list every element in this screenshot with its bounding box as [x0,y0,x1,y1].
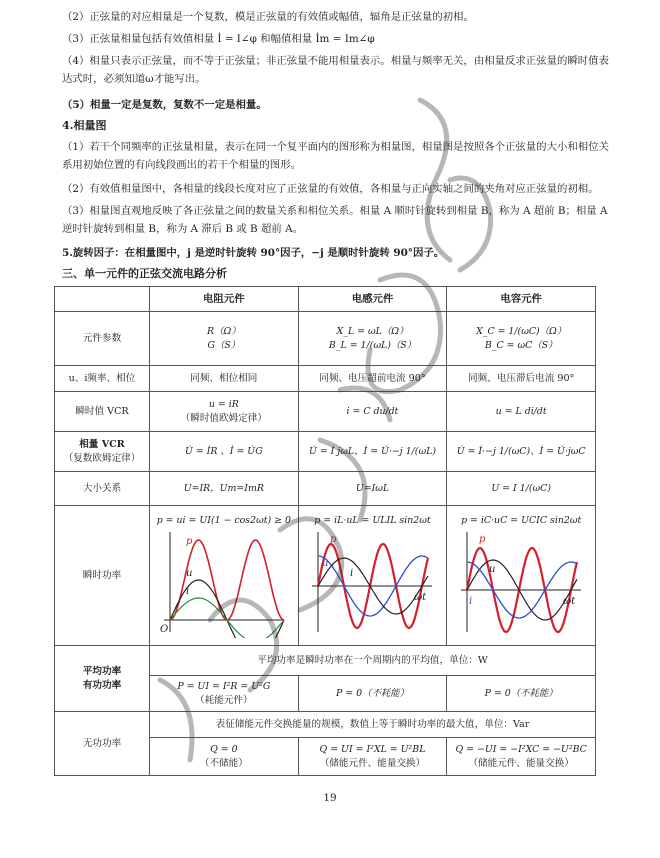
react-c-formula: Q = −UI = −I²XC = −U²BC [455,743,587,755]
cell-react-r [150,738,299,776]
cell-react-c [447,738,596,776]
cell-freq-l: 同频、电压超前电流 90° [298,366,447,392]
react-l-formula: Q = UI = I²XL = U²BL [319,743,426,755]
resistor-power-waveform [156,528,292,638]
row-label-reactive-power: 无功功率 [55,712,150,776]
row-label-avg-power [55,646,150,712]
capacitor-p-label: p [479,533,486,545]
phasor-point-3: （3）相量图直观地反映了各正弦量之间的数量关系和相位关系。相量 A 顺时针旋转到相量 B，称为 A 超前 B；相量 A 逆时针旋转到相量 B，称为 A 滞后 B 或 B 超前 A。 [62,205,608,235]
cell-reactive-desc: 表征储能元件交换能量的规模，数值上等于瞬时功率的最大值，单位：Var [150,712,596,738]
section-title: 三、单一元件的正弦交流电路分析 [62,267,227,280]
paragraph-4: （4）相量只表示正弦量，而不等于正弦量；非正弦量不能用相量表示。相量与频率无关，由相量反求正弦量的瞬时值表达式时，必须知道ω才能写出。 [62,55,609,85]
cell-freq-r: 同频、相位相同 [150,366,299,392]
inductor-i-label: i [350,567,354,579]
capacitive-susceptance: B_C = ωC（S） [484,339,558,351]
phasor-vcr-label: 相量 VCR [79,438,125,450]
cell-mag-l: U=IωL [298,472,447,506]
cell-avg-c: P = 0（不耗能） [447,676,596,712]
header-inductor: 电感元件 [298,287,447,312]
react-r-formula: Q = 0 [210,743,238,755]
inductor-u-label: u [322,557,329,569]
resistance-formula: R（Ω） [207,325,241,337]
cell-vcr-c: u = L di/dt [447,392,596,432]
table-row-param [55,312,596,366]
table-row-freq [55,366,596,392]
vcr-r-note: （瞬时值欧姆定律） [180,412,267,424]
table-row-reactive-desc [55,712,596,738]
table-header-row [55,287,596,312]
capacitor-power-waveform [453,528,589,638]
inductor-p-label: p [330,533,337,545]
inductor-power-waveform [304,528,440,638]
row-label-instant-power: 瞬时功率 [55,506,150,646]
avg-r-formula: P = UI = I²R = U²G [177,680,271,692]
phasor-point-2: （2）有效值相量图中，各相量的线段长度对应了正弦量的有效值，各相量与正向实轴之间的夹角对应正弦量的初相。 [62,183,599,195]
rotation-factor: 5.旋转因子：在相量图中，j 是逆时针旋转 90°因子，−j 是顺时针旋转 90°因子。 [62,247,445,259]
cell-param-c [447,312,596,366]
heading-phasor-diagram: 4.相量图 [62,119,107,132]
cell-freq-c: 同频、电压滞后电流 90° [447,366,596,392]
table-row-instant-power [55,506,596,646]
inst-power-c: p = iC·uC = UCIC sin2ωt [461,514,582,526]
capacitor-u-label: u [489,563,496,575]
active-power-label: 有功功率 [82,679,122,691]
row-label-vcr: 瞬时值 VCR [55,392,150,432]
capacitor-i-label: i [469,595,473,607]
element-comparison-table [54,286,596,776]
cell-avg-r [150,676,299,712]
conductance-formula: G（S） [207,339,241,351]
row-label-phasor-vcr [55,432,150,472]
cell-pvcr-l: U̇ = İ jωL、İ = U̇·−j 1/(ωL) [298,432,447,472]
cell-param-l [298,312,447,366]
resistor-p-curve [170,540,284,620]
phasor-point-1: （1）若干个同频率的正弦量相量，表示在同一个复平面内的图形称为相量图，相量图是按照各个正弦量的大小和相位关系用初始位置的有向线段画出的若干个相量的图形。 [62,141,609,171]
paragraph-2: （2）正弦量的对应相量是一个复数，模是正弦量的有效值或幅值，辐角是正弦量的初相。 [62,11,474,23]
resistor-i-curve [170,598,284,638]
header-resistor: 电阻元件 [150,287,299,312]
row-label-freq: u、i频率、相位 [55,366,150,392]
inductive-susceptance: B_L = 1/(ωL)（S） [328,339,417,351]
cell-inst-c [447,506,596,646]
inst-power-r: p = ui = UI(1 − cos2ωt) ≥ 0 [156,514,291,526]
inst-power-l: p = iL·uL = ULIL sin2ωt [314,514,431,526]
cell-avg-desc: 平均功率是瞬时功率在一个周期内的平均值，单位：W [150,646,596,676]
cell-vcr-r [150,392,299,432]
resistor-u-label: u [185,567,193,579]
phasor-vcr-sublabel: （复数欧姆定律） [63,452,141,464]
cell-mag-c: U = I 1/(ωC) [447,472,596,506]
cell-mag-r: U=IR，Um=ImR [150,472,299,506]
cell-react-l [298,738,447,776]
header-capacitor: 电容元件 [447,287,596,312]
table-row-avg-desc [55,646,596,676]
cell-pvcr-r: U̇ = İR 、İ = U̇G [150,432,299,472]
cell-inst-l [298,506,447,646]
cell-param-r [150,312,299,366]
cell-inst-r [150,506,299,646]
react-r-note: （不储能） [199,757,248,769]
resistor-i-label: i [185,585,190,597]
table-row-phasor-vcr [55,432,596,472]
cell-vcr-l: i = C du/dt [298,392,447,432]
avg-r-note: （耗能元件） [195,694,253,706]
react-c-note: （储能元件、能量交换） [468,757,574,769]
cell-avg-l: P = 0（不耗能） [298,676,447,712]
inductive-reactance: X_L = ωL（Ω） [336,325,409,337]
table-row-vcr [55,392,596,432]
row-label-magnitude: 大小关系 [55,472,150,506]
page-number: 19 [323,792,337,804]
capacitor-wt-label: ωt [563,595,576,607]
row-label-param: 元件参数 [55,312,150,366]
avg-power-label: 平均功率 [82,665,122,677]
paragraph-3: （3）正弦量相量包括有效值相量 İ = I∠φ 和幅值相量 İm = Im∠φ [62,33,375,45]
resistor-p-label: p [185,535,193,547]
inductor-wt-label: ωt [414,591,427,603]
resistor-origin-label: O [159,623,169,635]
header-empty [55,287,150,312]
capacitive-reactance: X_C = 1/(ωC)（Ω） [476,325,567,337]
table-row-magnitude [55,472,596,506]
paragraph-5: （5）相量一定是复数，复数不一定是相量。 [62,99,267,111]
vcr-r-formula: u = iR [208,398,239,410]
cell-pvcr-c: U̇ = İ·−j 1/(ωC)、İ = U̇·jωC [447,432,596,472]
react-l-note: （储能元件、能量交换） [319,757,426,769]
